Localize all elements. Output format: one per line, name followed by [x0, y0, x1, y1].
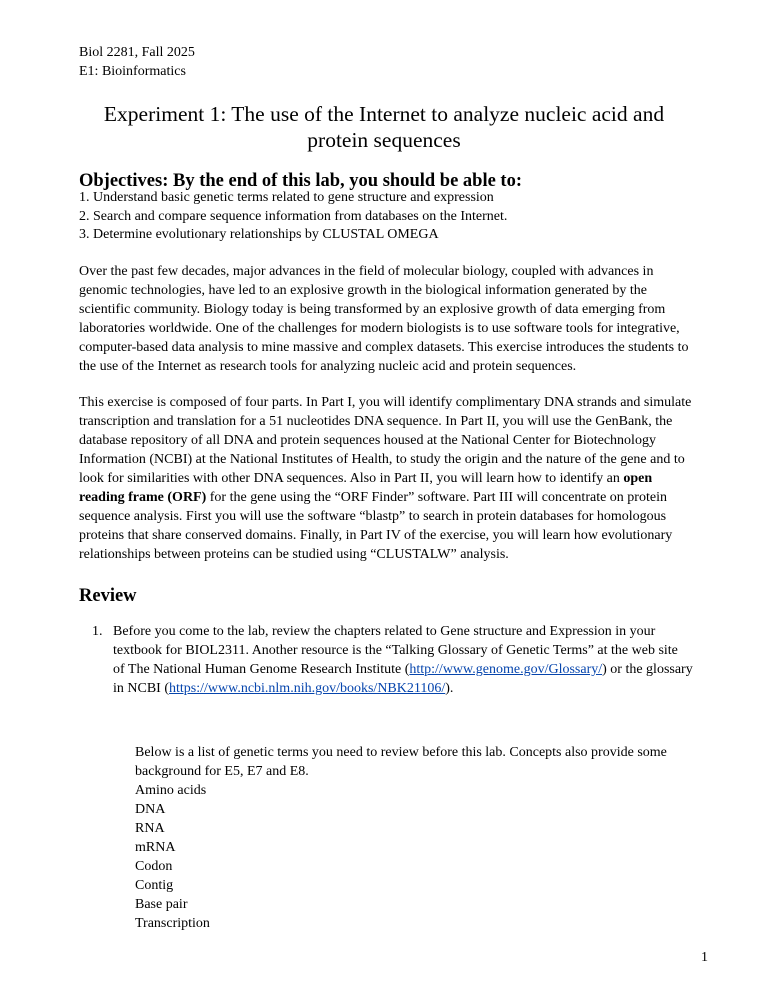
document-title: Experiment 1: The use of the Internet to analyze nucleic acid and protein sequences: [103, 102, 665, 152]
genome-glossary-link[interactable]: http://www.genome.gov/Glossary/: [409, 662, 603, 677]
objectives-list: [79, 189, 507, 245]
objective-item: 1. Understand basic genetic terms related to gene structure and expression: [79, 190, 494, 205]
term-item: DNA: [135, 802, 166, 817]
review-item-number: 1.: [92, 624, 103, 639]
intro-paragraph: Over the past few decades, major advances in the field of molecular biology, coupled with advances in genomic technologies, have led to an explosive growth in the biological information generated by the scientific community. Biology today is being transformed by an explosive growth of data emerging from laboratories worldwide. One of the challenges for modern biologists is to use software tools for integrative, computer-based data analysis to mine massive and complex datasets. This exercise introduces the students to the use of the Internet as research tools for analyzing nucleic acid and protein sequences.: [79, 264, 689, 374]
term-item: Base pair: [135, 897, 188, 912]
genetic-terms-list: [135, 781, 210, 933]
ncbi-glossary-link[interactable]: https://www.ncbi.nlm.nih.gov/books/NBK21106/: [169, 681, 446, 696]
page-header: [79, 43, 195, 81]
term-item: RNA: [135, 821, 165, 836]
objectives-heading: Objectives: By the end of this lab, you should be able to:: [79, 171, 523, 191]
objective-item: 2. Search and compare sequence information from databases on the Internet.: [79, 208, 508, 224]
course-label: Biol 2281, Fall 2025: [79, 45, 195, 60]
objective-item: 3. Determine evolutionary relationships by CLUSTAL OMEGA: [79, 227, 439, 242]
unit-label: E1: Bioinformatics: [79, 64, 186, 79]
term-item: Transcription: [135, 916, 210, 931]
review-item: [92, 622, 693, 698]
parts-text-2: for the gene using the “ORF Finder” software. Part III will concentrate on protein sequence analysis. First you will use the software “blastp” to search in protein databases for homologous proteins that share conserved domains. Finally, in Part IV of the exercise, you will learn how evolutionary relationships between proteins can be studied using “CLUSTALW” analysis.: [79, 490, 673, 562]
parts-paragraph: [79, 393, 694, 564]
term-item: Amino acids: [135, 783, 207, 798]
review-text-1: Before you come to the lab, review the chapters related to Gene structure and Expression in your textbook for BIOL2311. Another resource is the “Talking Glossary of Genetic Terms” at the web site of The National Human Genome Research Institute (: [113, 624, 678, 677]
orf-term: open reading frame (ORF): [79, 471, 653, 505]
terms-intro: Below is a list of genetic terms you need to review before this lab. Concepts also provide some background for E5, E7 and E8.: [135, 745, 667, 779]
review-heading: Review: [79, 586, 137, 606]
review-text-3: ).: [445, 681, 454, 696]
term-item: mRNA: [135, 840, 176, 855]
parts-text-1: This exercise is composed of four parts. In Part I, you will identify complimentary DNA strands and simulate transcription and translation for a 51 nucleotides DNA sequence. In Part II, you will use the GenBank, the database repository of all DNA and protein sequences housed at the National Center for Biotechnology Information (NCBI) at the National Institutes of Health, to study the origin and the nature of the gene and to look for similarities with other DNA sequences. Also in Part II, you will learn how to identify an: [79, 395, 692, 486]
page-number: 1: [701, 950, 708, 965]
review-text-2: ) or the glossary in NCBI (: [113, 662, 693, 696]
term-item: Codon: [135, 859, 173, 874]
term-item: Contig: [135, 878, 174, 893]
